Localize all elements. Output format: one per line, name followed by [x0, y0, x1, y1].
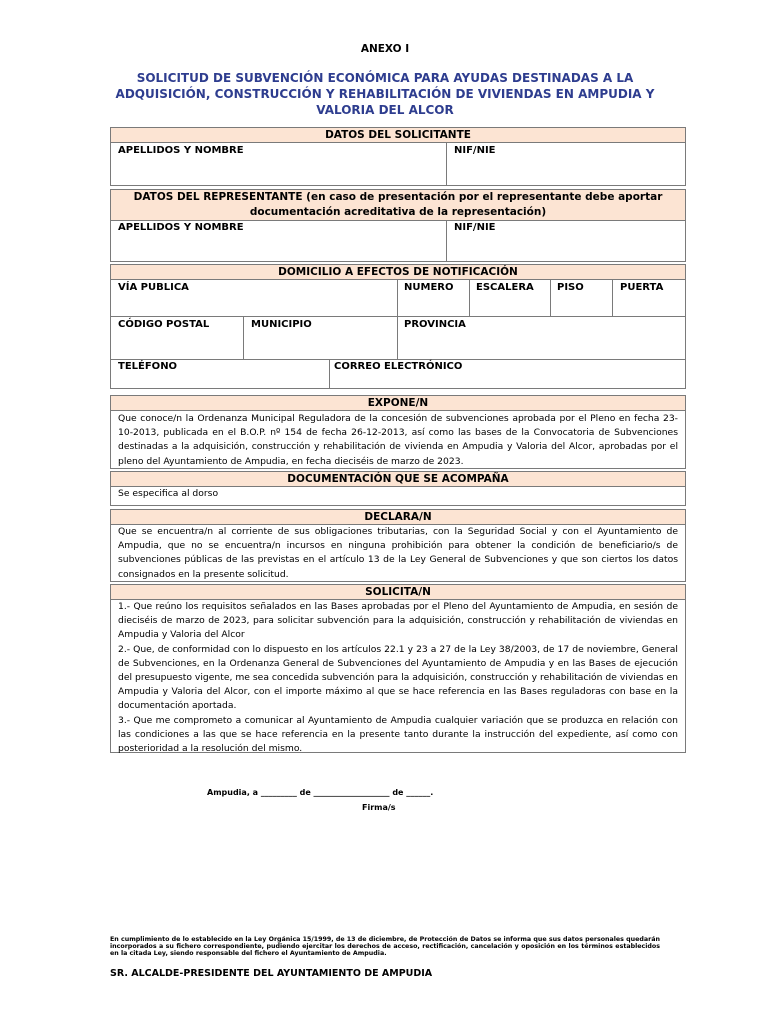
- address-section: [110, 264, 686, 389]
- signature-label: Firma/s: [362, 803, 396, 812]
- declara-text: Que se encuentra/n al corriente de sus obligaciones tributarias, con la Seguridad Social y con el Ayuntamiento de Ampudia, que no se encuentra/n incursos en ninguna prohibición para obtener la condición de beneficiario/s de subvenciones públicas de las previstas en el artículo 13 de la Ley General de Subvenciones y que son ciertos los datos consignados en la presente solicitud.: [118, 526, 678, 580]
- declara-section: [110, 509, 686, 582]
- solicita-header: SOLICITA/N: [111, 585, 685, 600]
- documentation-header: DOCUMENTACIÓN QUE SE ACOMPAÑA: [111, 472, 685, 487]
- solicita-paragraph-1: 1.- Que reúno los requisitos señalados en las Bases aprobadas por el Pleno del Ayuntamiento de Ampudia, en sesión de dieciséis de marzo de 2023, para solicitar subvención para la adquisición, construcción y rehabilitación de viviendas en Ampudia y Valoria del Alcor: [118, 601, 678, 641]
- applicant-nif-label: NIF/NIE: [454, 145, 496, 156]
- privacy-notice: En cumplimiento de lo establecido en la Ley Orgánica 15/1999, de 13 de diciembre, de Protección de Datos se informa que sus datos personales quedarán incorporados a su fichero correspondiente, pudiendo ejercitar los derechos de acceso, rectificación, cancelación y oposición en los términos establecidos en la citada Ley, siendo responsable del fichero el Ayuntamiento de Ampudia.: [110, 936, 660, 957]
- representative-name-label: APELLIDOS Y NOMBRE: [118, 222, 244, 233]
- postal-code-label: CÓDIGO POSTAL: [118, 319, 210, 330]
- documentation-text: Se especifica al dorso: [118, 488, 219, 499]
- phone-label: TELÉFONO: [118, 361, 178, 372]
- address-header: DOMICILIO A EFECTOS DE NOTIFICACIÓN: [111, 265, 685, 280]
- door-label: PUERTA: [620, 282, 664, 293]
- email-label: CORREO ELECTRÓNICO: [334, 361, 463, 372]
- floor-label: PISO: [557, 282, 584, 293]
- applicant-section: [110, 127, 686, 186]
- applicant-name-label: APELLIDOS Y NOMBRE: [118, 145, 244, 156]
- applicant-header: DATOS DEL SOLICITANTE: [111, 128, 685, 143]
- number-label: NUMERO: [404, 282, 454, 293]
- recipient-line: SR. ALCALDE-PRESIDENTE DEL AYUNTAMIENTO DE AMPUDIA: [110, 968, 433, 979]
- street-label: VÍA PUBLICA: [118, 282, 189, 293]
- documentation-section: [110, 471, 686, 506]
- signature-place-date[interactable]: Ampudia, a _________ de ___________________ de ______.: [207, 788, 434, 797]
- expone-text: Que conoce/n la Ordenanza Municipal Reguladora de la concesión de subvenciones aprobada por el Pleno en fecha 23-10-2013, publicada en el B.O.P. nº 154 de fecha 26-12-2013, así como las bases de la Convocatoria de Subvenciones destinadas a la adquisición, construcción y rehabilitación de vivienda en Ampudia y Valoria del Alcor, aprobadas por el pleno del Ayuntamiento de Ampudia, en fecha dieciséis de marzo de 2023.: [118, 413, 678, 467]
- solicita-paragraph-2: 2.- Que, de conformidad con lo dispuesto en los artículos 22.1 y 23 a 27 de la Ley 38/2003, de 17 de noviembre, General de Subvenciones, en la Ordenanza General de Subvenciones del Ayuntamiento de Ampudia y en las Bases de ejecución del presupuesto vigente, me sea concedida subvención para la adquisición, construcción y rehabilitación de viviendas en Ampudia y Valoria del Alcor, con el importe máximo al que se hace referencia en las Bases reguladoras con base en la documentación aportada.: [118, 643, 678, 712]
- expone-section: [110, 395, 686, 469]
- solicita-paragraph-3: 3.- Que me comprometo a comunicar al Ayuntamiento de Ampudia cualquier variación que se produzca en relación con las condiciones a las que se hace referencia en la presente tanto durante la instrucción del expediente, así como con posterioridad a la resolución del mismo.: [118, 714, 678, 755]
- representative-nif-label: NIF/NIE: [454, 222, 496, 233]
- province-label: PROVINCIA: [404, 319, 466, 330]
- solicita-section: [110, 584, 686, 753]
- municipality-label: MUNICIPIO: [251, 319, 312, 330]
- expone-header: EXPONE/N: [111, 396, 685, 411]
- form-title: SOLICITUD DE SUBVENCIÓN ECONÓMICA PARA AYUDAS DESTINADAS A LA ADQUISICIÓN, CONSTRUCCIÓN Y REHABILITACIÓN DE VIVIENDAS EN AMPUDIA Y VALORIA DEL ALCOR: [115, 71, 655, 117]
- declara-header: DECLARA/N: [111, 510, 685, 525]
- representative-header: DATOS DEL REPRESENTANTE (en caso de presentación por el representante debe aportar documentación acreditativa de la representación): [111, 190, 685, 221]
- annex-label: ANEXO I: [360, 43, 410, 55]
- stair-label: ESCALERA: [476, 282, 534, 293]
- solicita-text: [118, 600, 678, 756]
- representative-section: [110, 189, 686, 262]
